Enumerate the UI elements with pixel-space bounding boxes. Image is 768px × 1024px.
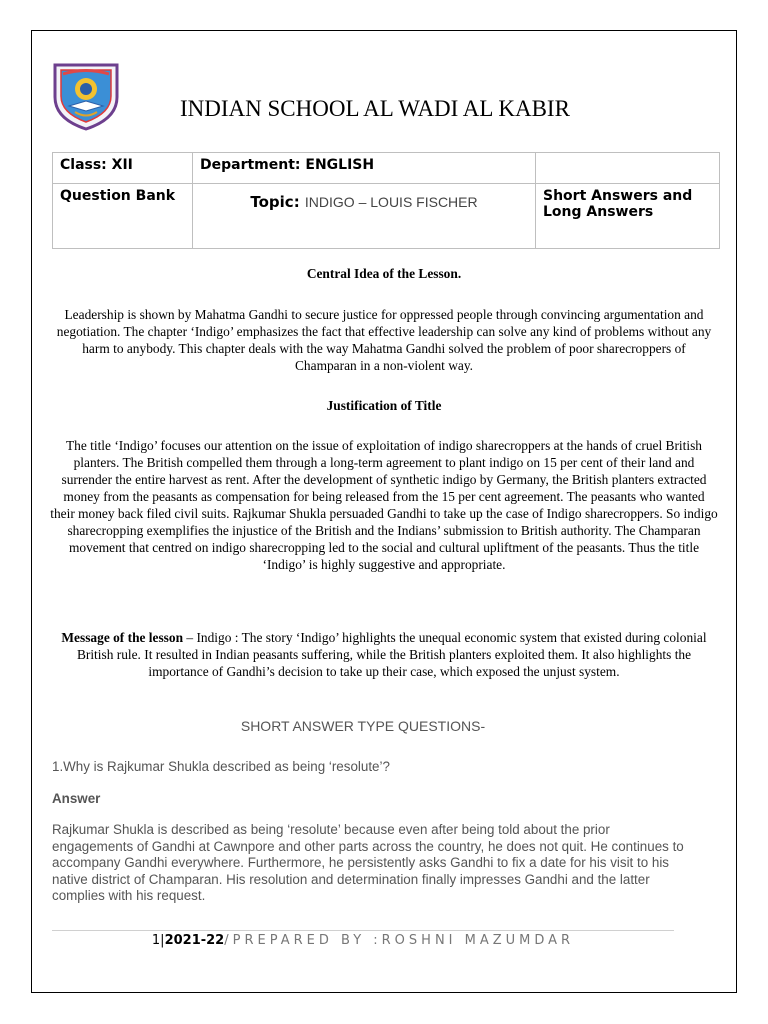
page-number: 1| bbox=[151, 933, 165, 948]
class-cell: Class: XII bbox=[53, 153, 193, 184]
justification-heading: Justification of Title bbox=[326, 398, 442, 413]
department-cell: Department: ENGLISH bbox=[193, 153, 536, 184]
question-bank-cell: Question Bank bbox=[53, 184, 193, 249]
justification-text: The title ‘Indigo’ focuses our attention on the issue of exploitation of indigo sharecroppers at the hands of cruel British planters. The British compelled them through a long-term agreement to plant indigo on 15 per cent of their land and surrender the entire harvest as rent. After the development of synthetic indigo by Germany, the British planters extracted money from the peasants as compensation for being released from the 15 per cent agreement. The peasants who wanted their money back filed civil suits. Rajkumar Shukla persuaded Gandhi to take up the case of Indigo sharecroppers. So indigo sharecropping exemplifies the injustice of the British and the Indians’ submission to British authority. The Champaran movement that centred on indigo sharecropping led to the social and cultural upliftment of the peasants. Thus the title ‘Indigo’ is highly suggestive and appropriate. bbox=[50, 438, 718, 572]
page-footer bbox=[0, 933, 726, 948]
info-row bbox=[53, 153, 720, 184]
school-name: INDIAN SCHOOL AL WADI AL KABIR bbox=[180, 96, 570, 121]
message-label: Message of the lesson bbox=[61, 630, 184, 645]
info-table bbox=[52, 152, 720, 249]
short-answer-title: SHORT ANSWER TYPE QUESTIONS- bbox=[240, 718, 486, 734]
answer-label: Answer bbox=[52, 791, 101, 806]
prepared-by: /PREPARED BY :ROSHNI MAZUMDAR bbox=[224, 933, 575, 948]
empty-cell bbox=[536, 153, 720, 184]
answer-text: Rajkumar Shukla is described as being ‘resolute’ because even after being told about the prior engagements of Gandhi at Cawnpore and other parts across the country, he does not quit. He continues to accompany Gandhi everywhere. Furthermore, he persistently asks Gandhi to fix a date for his visit to his native district of Champaran. His resolution and determination finally impresses Gandhi and the latter complies with his request. bbox=[52, 822, 684, 903]
info-row bbox=[53, 184, 720, 249]
central-idea-text: Leadership is shown by Mahatma Gandhi to secure justice for oppressed people through convincing argumentation and negotiation. The chapter ‘Indigo’ emphasizes the fact that effective leadership can solve any kind of problems without any harm to anybody. This chapter deals with the way Mahatma Gandhi solved the problem of poor sharecroppers of Champaran in a non-violent way. bbox=[56, 307, 712, 373]
school-crest-icon bbox=[51, 59, 121, 131]
topic-cell: Topic: INDIGO – LOUIS FISCHER bbox=[193, 184, 536, 249]
message-text: – Indigo : The story ‘Indigo’ highlights the unequal economic system that existed during colonial British rule. It resulted in Indian peasants suffering, while the British planters exploited them. It also highlights the importance of Gandhi’s decision to take up their case, which exposed the unjust system. bbox=[76, 630, 707, 679]
academic-year: 2021-22 bbox=[164, 933, 225, 948]
question-1: 1.Why is Rajkumar Shukla described as being ‘resolute’? bbox=[52, 759, 390, 774]
answer-types-cell: Short Answers and Long Answers bbox=[536, 184, 720, 249]
message-paragraph bbox=[50, 629, 718, 680]
central-idea-heading: Central Idea of the Lesson. bbox=[306, 266, 462, 281]
footer-divider bbox=[52, 930, 674, 931]
